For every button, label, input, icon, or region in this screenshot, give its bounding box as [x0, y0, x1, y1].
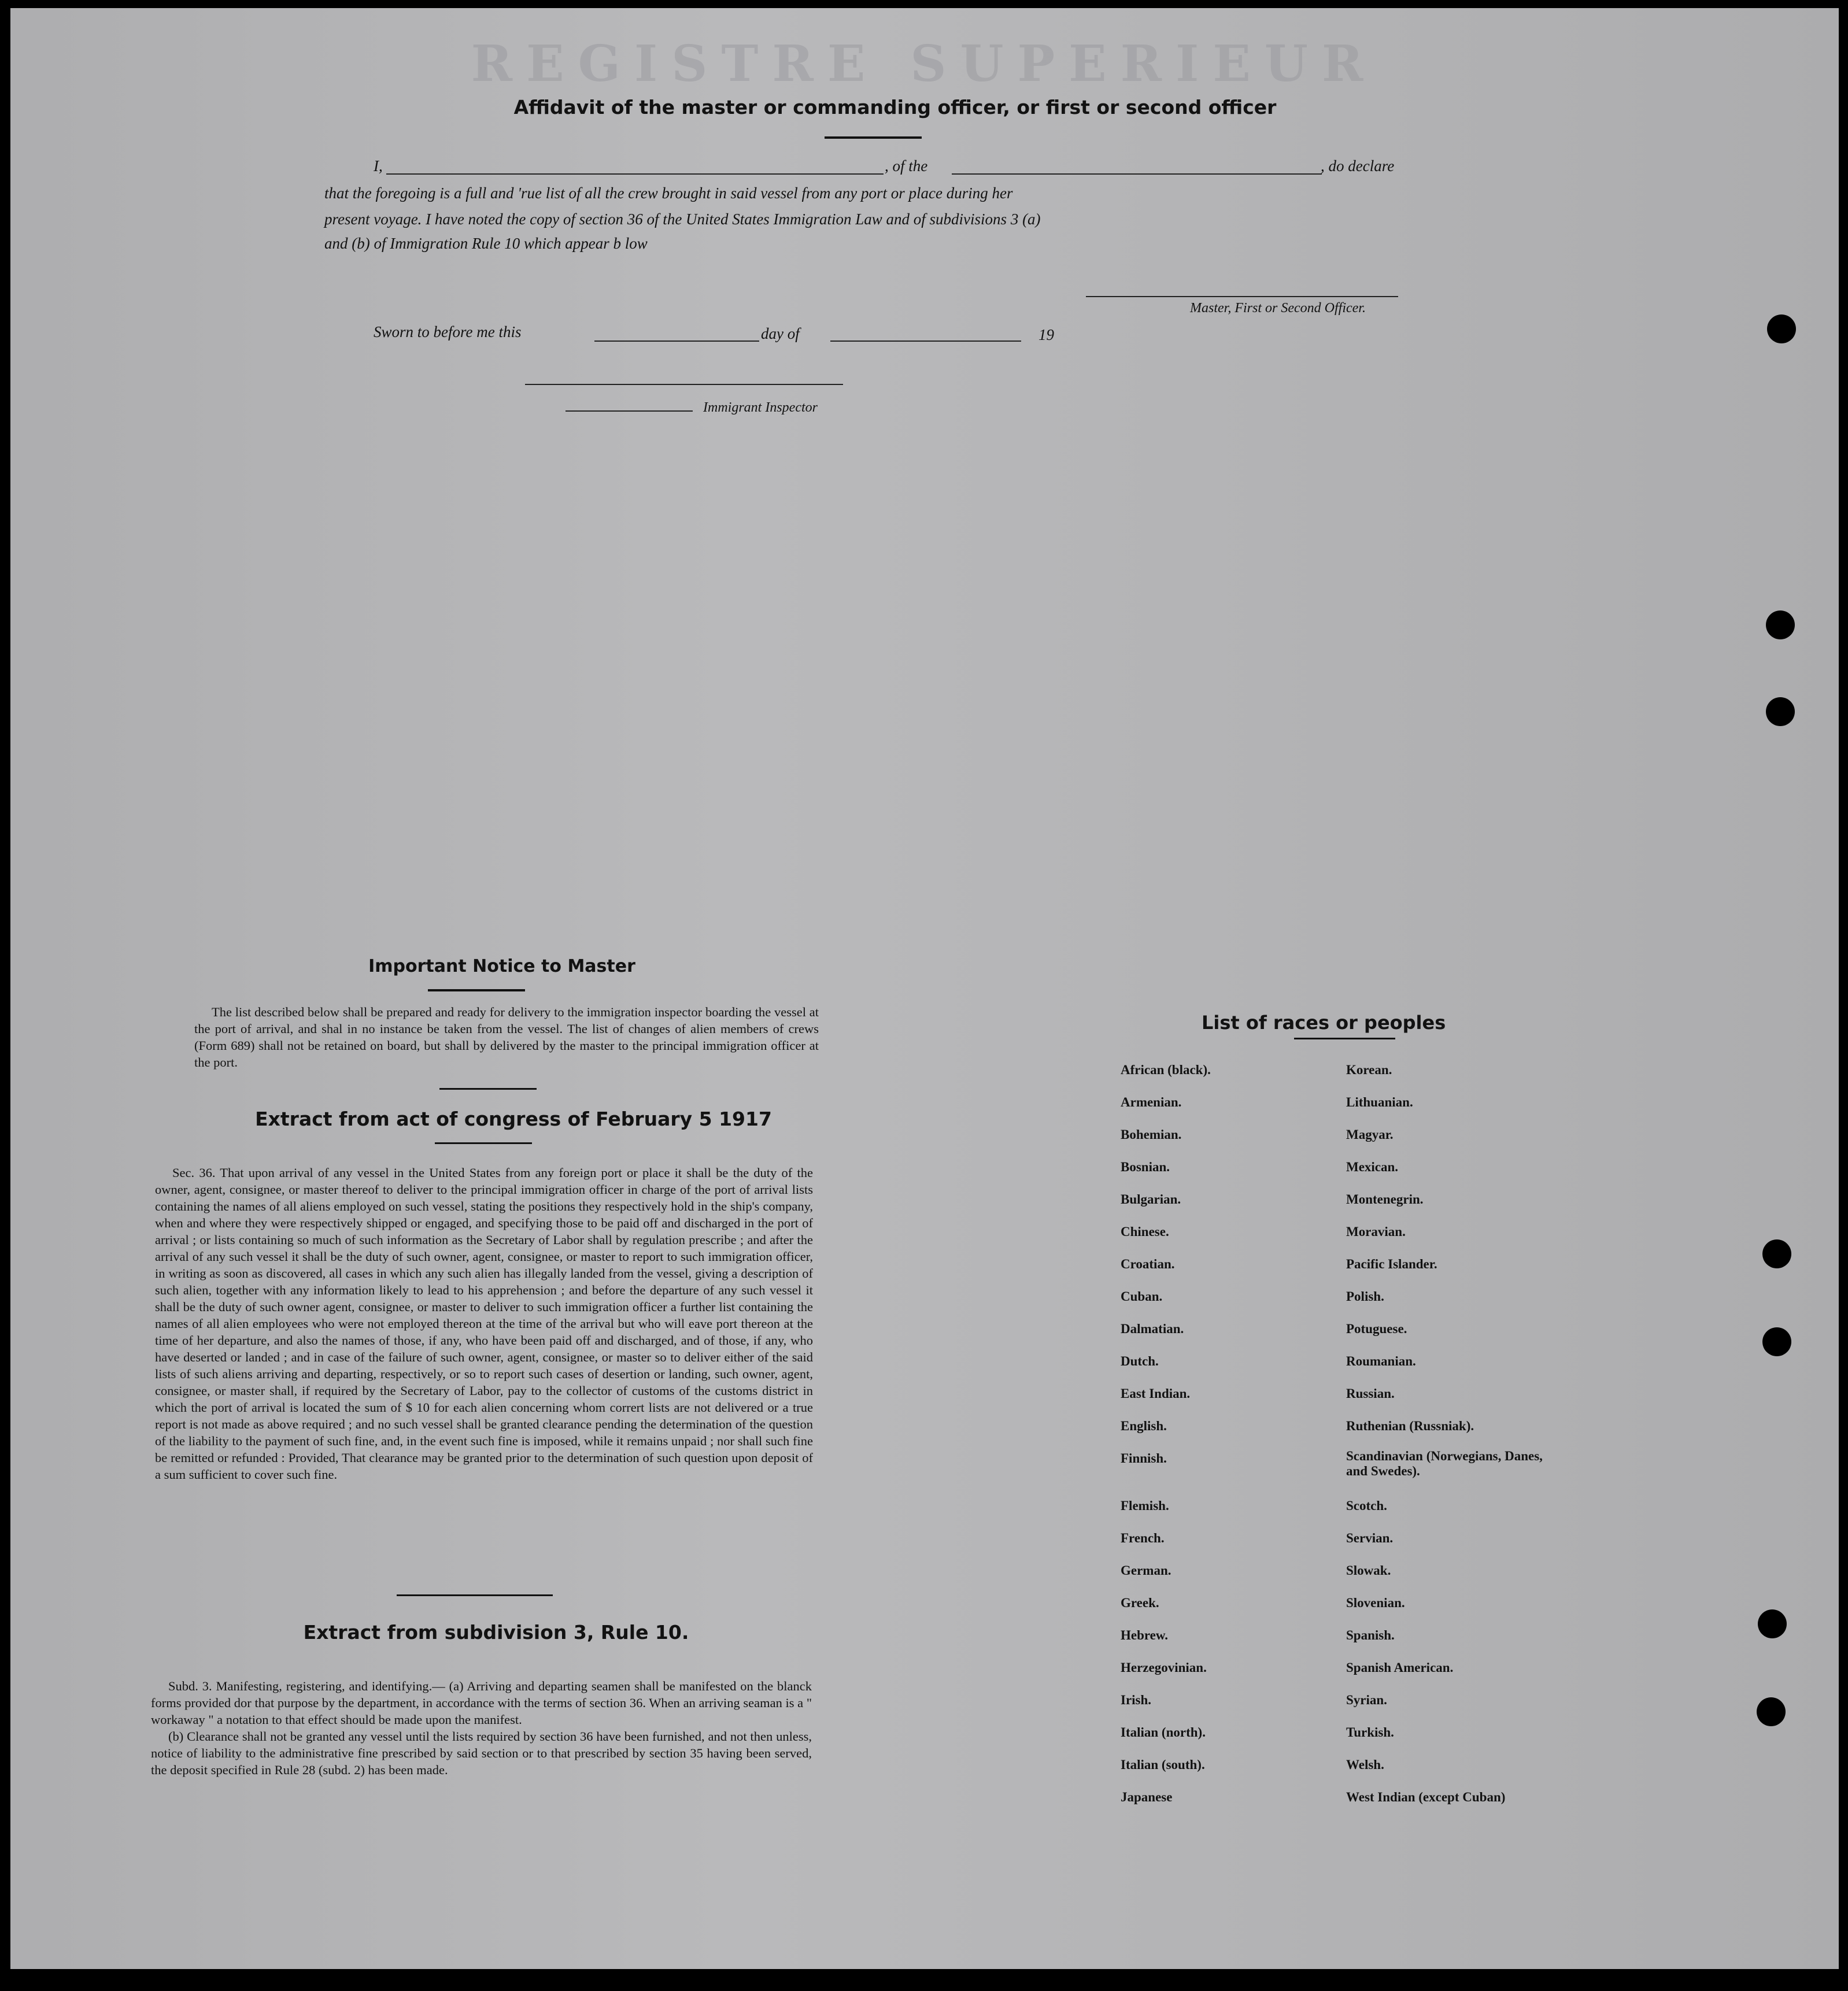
- notice-paragraph: The list described below shall be prepared and ready for delivery to the immigration inspector boarding the vessel at the port of arrival, and shal in no instance be taken from the vessel. The list of changes of alien members of crews (Form 689) shall not be retained on board, but shall by delivered by the master to the principal immigration officer at the port.: [194, 1005, 819, 1069]
- race-item: Welsh.: [1346, 1757, 1384, 1772]
- race-item: Scandinavian (Norwegians, Danes, and Swedes).: [1346, 1449, 1543, 1478]
- race-item: West Indian (except Cuban): [1346, 1790, 1506, 1804]
- act-end-rule: [397, 1594, 553, 1596]
- sworn-day-of: day of: [761, 325, 800, 342]
- affidavit-line2: that the foregoing is a full and 'rue list of all the crew brought in said vessel from any port or place during her: [324, 184, 1013, 202]
- race-item: Bosnian.: [1121, 1160, 1170, 1174]
- manifest-page: [10, 8, 1839, 1969]
- act-paragraph: Sec. 36. That upon arrival of any vessel in the United States from any foreign port or place it shall be the duty of the owner, agent, consignee, or master thereof to deliver to the principal immigration officer in charge of the port of arrival lists containing the names of all aliens employed on such vessel, stating the positions they respectively hold in the ship's company, when and where they were respectively shipped or engaged, and specifying those to be paid off and discharged in the port of arrival ; or lists containing so much of such information as the Secretary of Labor shall by regulation prescribe ; and after the arrival of any such vessel it shall be the duty of such owner, agent, consignee, or master to report to such immigration officer, in writing as soon as discovered, all cases in which any such alien has illegally landed from the vessel, giving a description of such alien, together with any information likely to lead to his apprehension ; and before the departure of any such vessel it shall be the duty of such owner agent, consignee, or master to deliver to such immigration officer a further list containing the names of all alien employees who were not employed thereon at the time of the arrival but who will eave port thereon at the time of her departure, and also the names of those, if any, who have been paid off and discharged, and of those, if any, who have deserted or landed ; and in case of the failure of such owner, agent, consignee, or master so to deliver either of the said lists of such aliens arriving and departing, respectively, or so to report such cases of desertion or landing, such owner, agent, consignee, or master shall, if required by the Secretary of Labor, pay to the collector of customs of the customs district in which the port of arrival is located the sum of $ 10 for each alien concerning whom corrert lists are not delivered or a true report is not made as above required ; and no such vessel shall be granted clearance pending the determination of the question of the liability to the payment of such fine, and, in the event such fine is imposed, while it remains unpaid ; nor shall such fine be remitted or refunded : Provided, That clearance may be granted prior to the determination of such question upon deposit of a sum sufficient to cover such fine.: [155, 1165, 813, 1482]
- race-item: Irish.: [1121, 1693, 1152, 1707]
- race-item: Roumanian.: [1346, 1354, 1416, 1368]
- race-item: Cuban.: [1121, 1289, 1163, 1304]
- race-item: Armenian.: [1121, 1095, 1182, 1109]
- race-item: Potuguese.: [1346, 1322, 1407, 1336]
- race-item: Magyar.: [1346, 1127, 1394, 1142]
- rule-title: Extract from subdivision 3, Rule 10.: [303, 1621, 689, 1644]
- affidavit-line3: present voyage. I have noted the copy of section 36 of the United States Immigration Law and of subdivisions 3 (a): [324, 210, 1041, 228]
- punch-hole: [1762, 1327, 1791, 1356]
- affidavit-line1-end: , do declare: [1321, 157, 1395, 175]
- rule-paragraph-b: (b) Clearance shall not be granted any vessel until the lists required by section 36 have been furnished, and not then unless, notice of liability to the administrative fine prescribed by said section or to that prescribed by section 35 having been served, the deposit specified in Rule 28 (subd. 2) has been made.: [151, 1729, 812, 1777]
- punch-hole: [1767, 314, 1796, 343]
- punch-hole: [1766, 697, 1795, 726]
- affidavit-title-rule: [825, 136, 922, 139]
- race-item: Italian (north).: [1121, 1725, 1206, 1740]
- race-item: Bulgarian.: [1121, 1192, 1181, 1207]
- race-item: Spanish.: [1346, 1628, 1395, 1642]
- race-item: Moravian.: [1346, 1224, 1406, 1239]
- sworn-year: 19: [1038, 326, 1054, 343]
- race-item: Hebrew.: [1121, 1628, 1168, 1642]
- race-item: Korean.: [1346, 1063, 1392, 1077]
- race-item: Japanese: [1121, 1790, 1173, 1804]
- race-item: Greek.: [1121, 1596, 1159, 1610]
- inspector-line[interactable]: [525, 384, 843, 385]
- race-item: Polish.: [1346, 1289, 1384, 1304]
- race-item: Lithuanian.: [1346, 1095, 1413, 1109]
- notice-body: [194, 1004, 819, 1071]
- affidavit-line4: and (b) of Immigration Rule 10 which appear b low: [324, 235, 648, 252]
- race-item: Montenegrin.: [1346, 1192, 1424, 1207]
- affidavit-title: Affidavit of the master or commanding officer, or first or second officer: [513, 96, 1277, 119]
- race-item: African (black).: [1121, 1063, 1211, 1077]
- races-title: List of races or peoples: [1202, 1012, 1446, 1034]
- race-item: Slovenian.: [1346, 1596, 1405, 1610]
- name-blank[interactable]: [386, 173, 884, 175]
- race-item: Slowak.: [1346, 1563, 1391, 1578]
- sworn-prefix: Sworn to before me this: [374, 323, 522, 341]
- notice-title-rule: [428, 989, 525, 991]
- punch-hole: [1762, 1239, 1791, 1268]
- race-item: Dalmatian.: [1121, 1322, 1184, 1336]
- sworn-month-blank[interactable]: [830, 341, 1021, 342]
- race-item: Flemish.: [1121, 1498, 1169, 1513]
- race-item: Turkish.: [1346, 1725, 1394, 1740]
- notice-end-rule: [439, 1088, 537, 1090]
- inspector-caption: Immigrant Inspector: [703, 400, 818, 415]
- race-item: Spanish American.: [1346, 1660, 1454, 1675]
- punch-hole: [1766, 610, 1795, 639]
- rule-body: [151, 1678, 812, 1778]
- race-item: Syrian.: [1346, 1693, 1387, 1707]
- inspector-short-line: [566, 410, 693, 412]
- race-item: Finnish.: [1121, 1451, 1167, 1466]
- race-item: Croatian.: [1121, 1257, 1175, 1271]
- bleed-through-header: REGISTRE SUPERIEUR: [471, 35, 1377, 93]
- act-title-rule: [435, 1142, 532, 1144]
- races-title-rule: [1294, 1038, 1395, 1039]
- race-item: Mexican.: [1346, 1160, 1399, 1174]
- race-item: East Indian.: [1121, 1386, 1191, 1401]
- race-item: Herzegovinian.: [1121, 1660, 1207, 1675]
- race-item: German.: [1121, 1563, 1171, 1578]
- punch-hole: [1758, 1609, 1787, 1638]
- punch-hole: [1757, 1697, 1786, 1726]
- vessel-blank[interactable]: [952, 173, 1322, 175]
- signature-caption: Master, First or Second Officer.: [1190, 301, 1366, 316]
- race-item: French.: [1121, 1531, 1165, 1545]
- race-item: English.: [1121, 1419, 1167, 1433]
- affidavit-line1-start: I,: [374, 157, 383, 175]
- race-item: Chinese.: [1121, 1224, 1169, 1239]
- rule-paragraph-a: Subd. 3. Manifesting, registering, and identifying.— (a) Arriving and departing seamen shall be manifested on the blanck forms provided dor that purpose by the department, in accordance with the terms of section 36. When an arriving seaman is a " workaway " a notation to that effect should be made upon the manifest.: [151, 1679, 812, 1727]
- signature-line[interactable]: [1086, 296, 1398, 297]
- race-item: Bohemian.: [1121, 1127, 1182, 1142]
- race-item: Scotch.: [1346, 1498, 1387, 1513]
- race-item: Servian.: [1346, 1531, 1394, 1545]
- race-item: Italian (south).: [1121, 1757, 1205, 1772]
- race-item: Dutch.: [1121, 1354, 1159, 1368]
- act-title: Extract from act of congress of February 5 1917: [255, 1108, 772, 1130]
- affidavit-line1-of-the: , of the: [885, 157, 928, 175]
- race-item: Ruthenian (Russniak).: [1346, 1419, 1474, 1433]
- sworn-day-blank[interactable]: [594, 341, 759, 342]
- race-item: Russian.: [1346, 1386, 1395, 1401]
- notice-title: Important Notice to Master: [368, 956, 635, 976]
- race-item: Pacific Islander.: [1346, 1257, 1437, 1271]
- act-body: [155, 1164, 813, 1483]
